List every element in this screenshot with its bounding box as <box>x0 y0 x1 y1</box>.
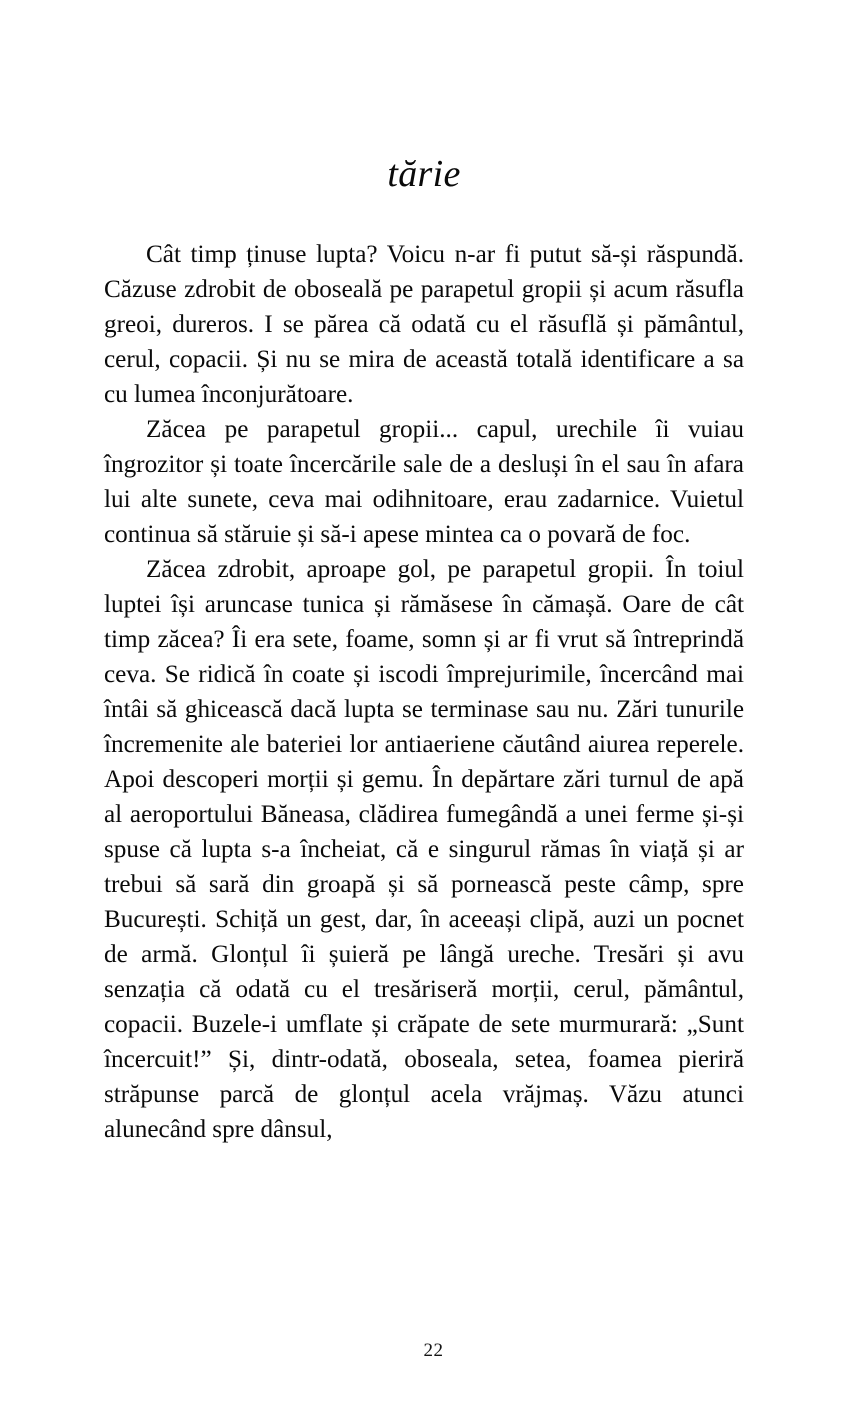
page-number: 22 <box>423 1340 444 1361</box>
paragraph: Zăcea pe parapetul gropii... capul, urechile îi vuiau îngrozitor și toate încercările sale de a desluși în el sau în afara lui alte sunete, ceva mai odihnitoare, erau zadarnice. Vuietul continua să stăruie și să-i apese mintea ca o povară de foc. <box>104 415 744 548</box>
text-column <box>104 155 744 1147</box>
paragraph: Zăcea zdrobit, aproape gol, pe parapetul gropii. În toiul luptei își aruncase tunica și rămăsese în cămașă. Oare de cât timp zăcea? Îi era sete, foame, somn și ar fi vrut să întreprindă ceva. Se ridică în coate și iscodi împrejurimile, încercând mai întâi să ghicească dacă lupta se terminase sau nu. Zări tunurile încremenite ale bateriei lor antiaeriene căutând aiurea reperele. Apoi descoperi morții și gemu. În depărtare zări turnul de apă al aeroportului Băneasa, clădirea fumegândă a unei ferme și-și spuse că lupta s-a încheiat, că e singurul rămas în viață și ar trebui să sară din groapă și să pornească peste câmp, spre București. Schiță un gest, dar, în aceeași clipă, auzi un pocnet de armă. Glonțul îi șuieră pe lângă ureche. Tresări și avu senzația că odată cu el tresăriseră morții, cerul, pământul, copacii. Buzele-i umflate și crăpate de sete murmurară: „Sunt încercuit!” Și, dintr-odată, oboseala, setea, foamea pieriră străpunse parcă de glonțul acela vrăjmaș. Văzu atunci alunecând spre dânsul, <box>104 555 744 1143</box>
chapter-title: tărie <box>387 153 461 195</box>
paragraph: Cât timp ținuse lupta? Voicu n-ar fi putut să-și răspundă. Căzuse zdrobit de oboseală pe parapetul gropii și acum răsufla greoi, dureros. I se părea că odată cu el răsuflă și pământul, cerul, copacii. Și nu se mira de această totală identificare a sa cu lumea înconjurătoare. <box>104 240 744 408</box>
body-text <box>104 237 744 1147</box>
